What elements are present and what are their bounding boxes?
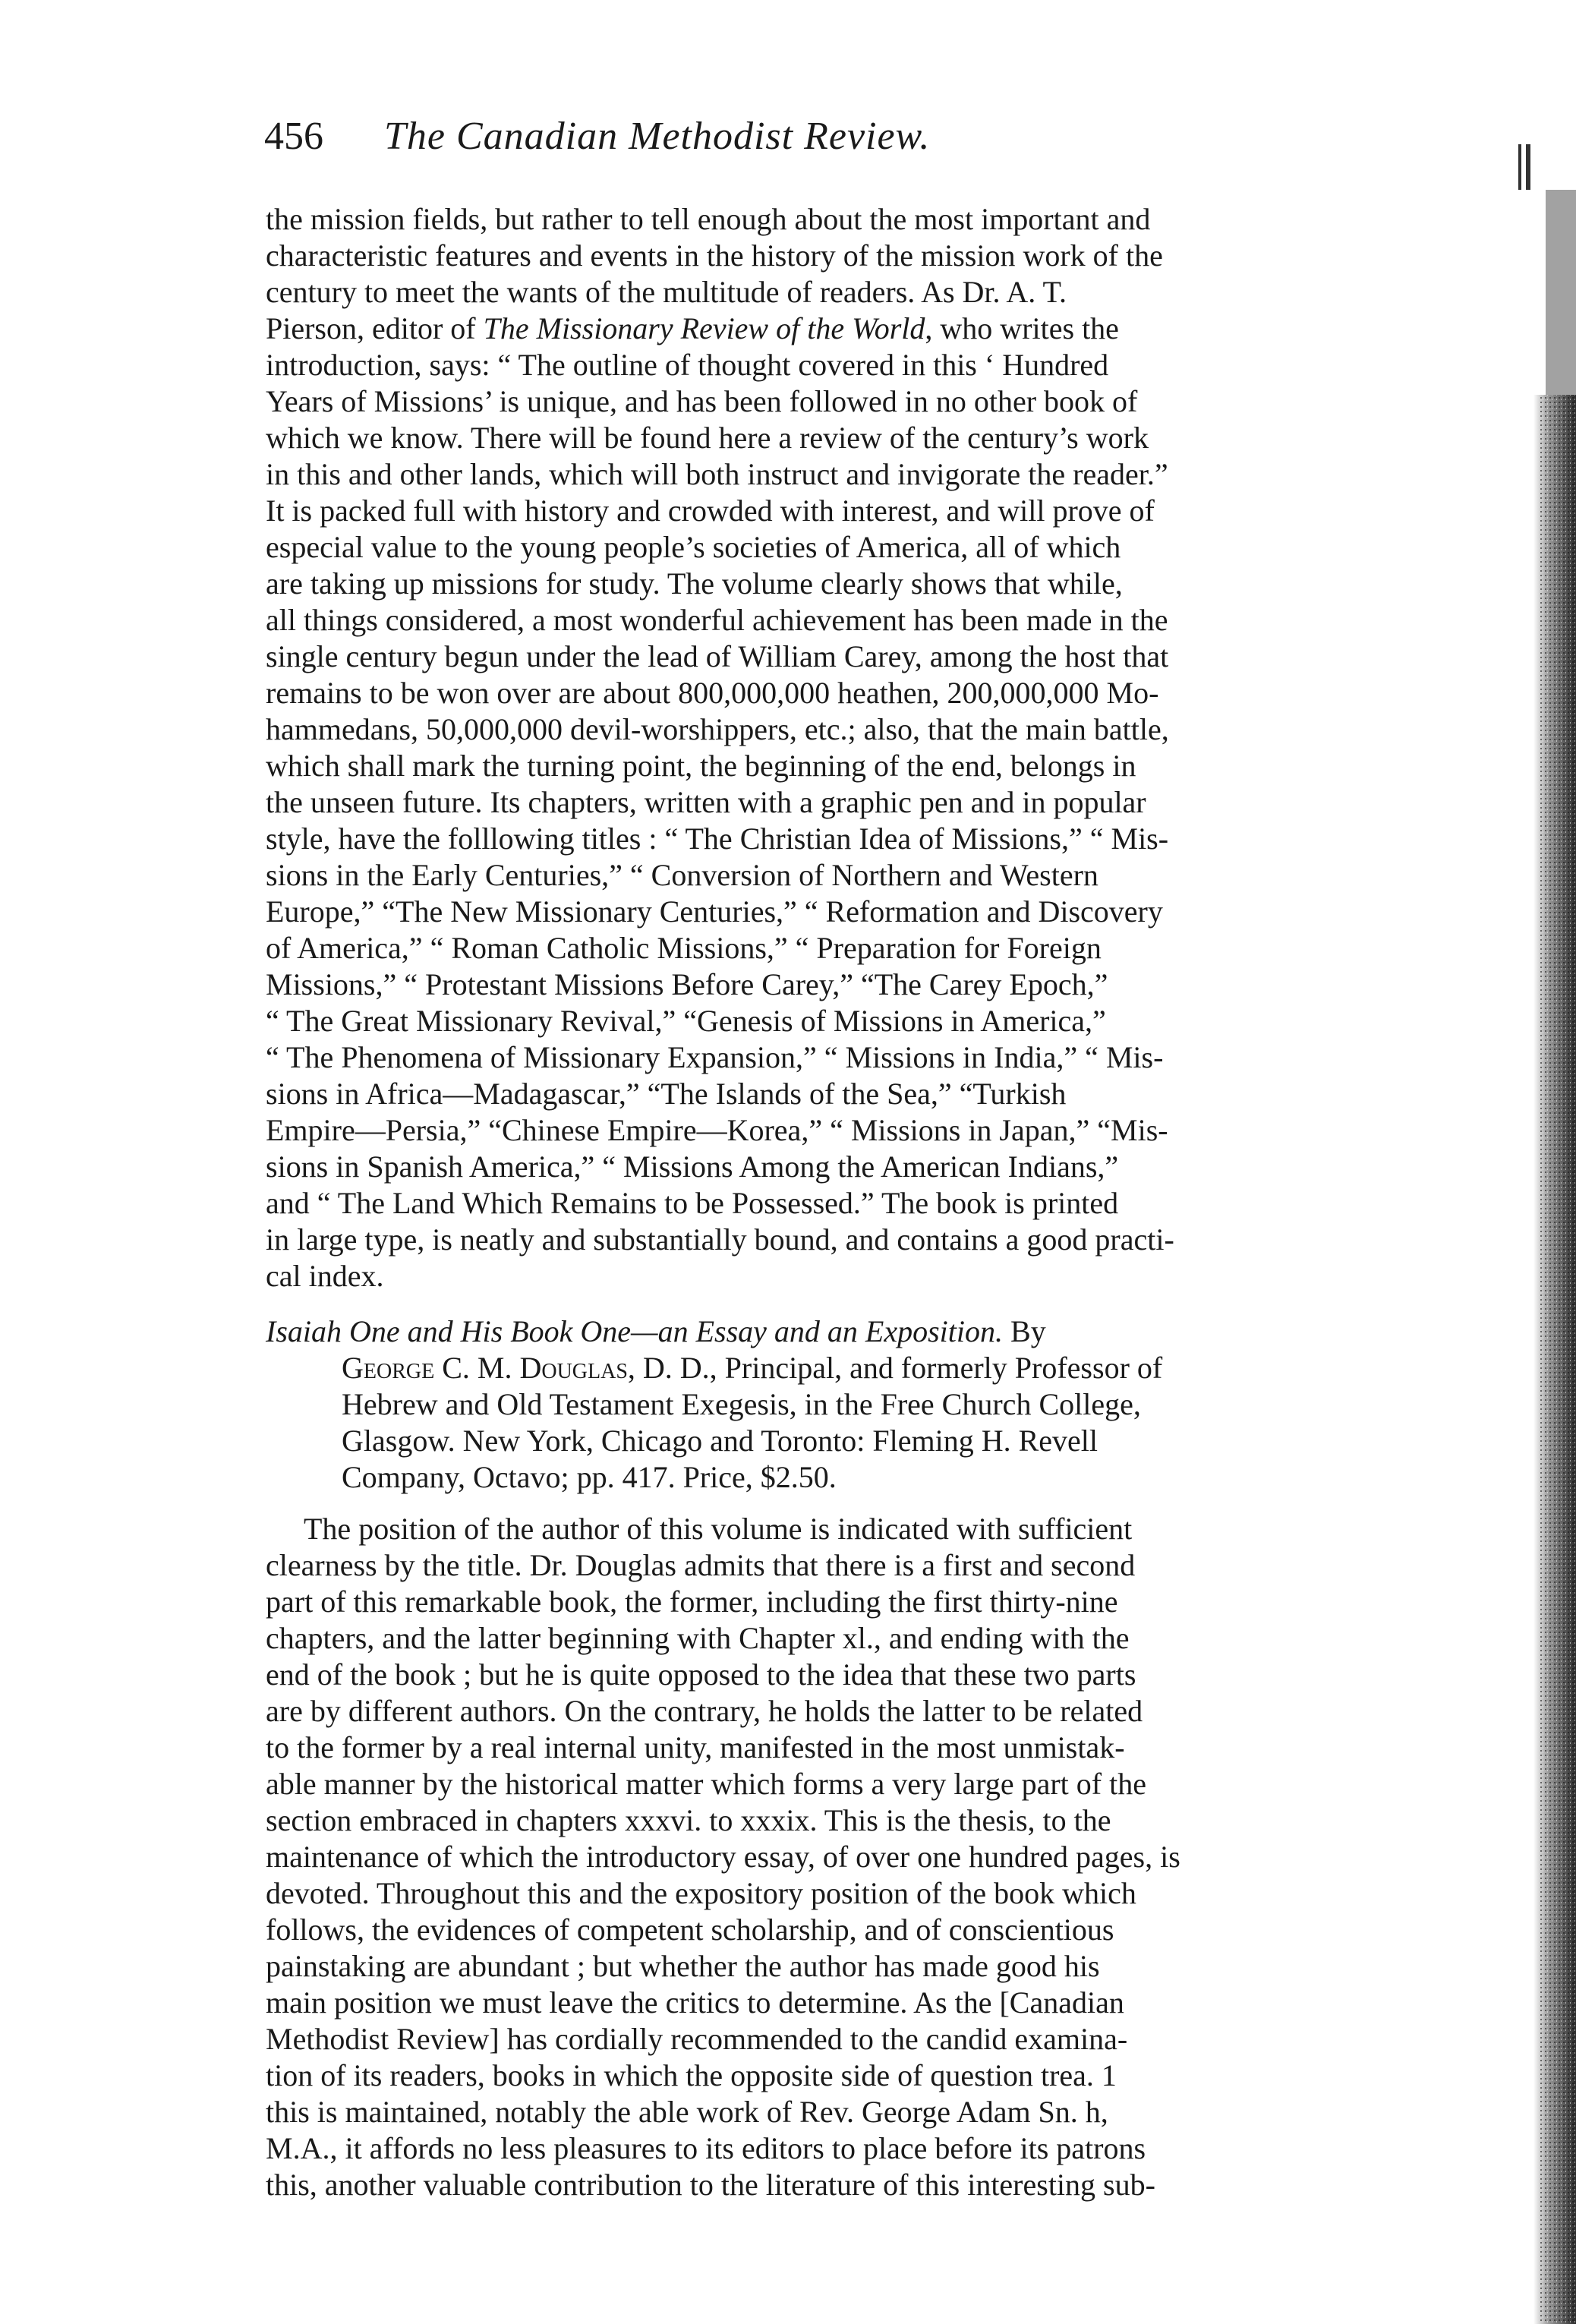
text-line: cal index. [266, 1259, 384, 1293]
text-line: clearness by the title. Dr. Douglas admits that there is a first and second [266, 1548, 1136, 1582]
page-header [264, 114, 1281, 167]
text-line: Missions,” “ Protestant Missions Before Carey,” “The Carey Epoch,” [266, 967, 1108, 1001]
text-line: and “ The Land Which Remains to be Possessed.” The book is printed [266, 1186, 1119, 1220]
text-line: Years of Missions’ is unique, and has been followed in no other book of [266, 384, 1138, 418]
text-line: hammedans, 50,000,000 devil-worshippers, etc.; also, that the main battle, [266, 712, 1169, 746]
text-line: M.A., it affords no less pleasures to its editors to place before its patrons [266, 2131, 1146, 2165]
text-line: to the former by a real internal unity, manifested in the most unmistak- [266, 1730, 1125, 1764]
text-line: are taking up missions for study. The volume clearly shows that while, [266, 566, 1123, 601]
text-line: able manner by the historical matter which forms a very large part of the [266, 1767, 1146, 1801]
text-line: this, another valuable contribution to the literature of this interesting sub- [266, 2168, 1155, 2202]
text-line: It is packed full with history and crowded with interest, and will prove of [266, 493, 1155, 528]
text-line: maintenance of which the introductory essay, of over one hundred pages, is [266, 1840, 1180, 1874]
running-title: The Canadian Methodist Review. [384, 115, 931, 158]
text-line: which shall mark the turning point, the beginning of the end, belongs in [266, 749, 1136, 783]
text-line: chapters, and the latter beginning with Chapter xl., and ending with the [266, 1621, 1130, 1655]
citation-line: George C. M. Douglas, D. D., Principal, and formerly Professor of [342, 1351, 1163, 1385]
text-line: Empire—Persia,” “Chinese Empire—Korea,” “ Missions in Japan,” “Mis- [266, 1113, 1168, 1147]
text-line: this is maintained, notably the able work of Rev. George Adam Sn. h, [266, 2095, 1108, 2129]
text-line: section embraced in chapters xxxvi. to xxxix. This is the thesis, to the [266, 1803, 1111, 1837]
text-line: painstaking are abundant ; but whether the author has made good his [266, 1949, 1100, 1983]
page-edge-shadow [1503, 0, 1576, 2324]
text-line: especial value to the young people’s societies of America, all of which [266, 530, 1121, 564]
citation-line: Glasgow. New York, Chicago and Toronto: Fleming H. Revell [342, 1424, 1098, 1458]
text-line: which we know. There will be found here a review of the century’s work [266, 421, 1149, 455]
text-line: devoted. Throughout this and the expository position of the book which [266, 1876, 1136, 1910]
text-line: follows, the evidences of competent scholarship, and of conscientious [266, 1912, 1114, 1947]
text-line: introduction, says: “ The outline of thought covered in this ‘ Hundred [266, 348, 1109, 382]
text-line: Pierson, editor of The Missionary Review of the World, who writes the [266, 311, 1119, 345]
citation-title-line: Isaiah One and His Book One—an Essay and an Exposition. By [266, 1314, 1046, 1348]
text-line: characteristic features and events in the history of the mission work of the [266, 238, 1163, 273]
text-line: tion of its readers, books in which the opposite side of question trea. 1 [266, 2058, 1117, 2092]
citation-line: Company, Octavo; pp. 417. Price, $2.50. [342, 1460, 837, 1494]
text-line: single century begun under the lead of William Carey, among the host that [266, 639, 1169, 673]
text-line: main position we must leave the critics to determine. As the [Canadian [266, 1985, 1124, 2020]
text-line: Methodist Review] has cordially recommended to the candid examina- [266, 2022, 1128, 2056]
text-line: “ The Phenomena of Missionary Expansion,” “ Missions in India,” “ Mis- [266, 1040, 1164, 1074]
citation-line: Hebrew and Old Testament Exegesis, in the Free Church College, [342, 1387, 1141, 1421]
text-line: sions in Spanish America,” “ Missions Among the American Indians,” [266, 1149, 1119, 1184]
text-line: of America,” “ Roman Catholic Missions,” “ Preparation for Foreign [266, 931, 1102, 965]
text-line: are by different authors. On the contrary, he holds the latter to be related [266, 1694, 1143, 1728]
text-line: in this and other lands, which will both instruct and invigorate the reader.” [266, 457, 1168, 491]
text-line: sions in Africa—Madagascar,” “The Islands of the Sea,” “Turkish [266, 1077, 1067, 1111]
text-line: “ The Great Missionary Revival,” “Genesis of Missions in America,” [266, 1004, 1106, 1038]
page-number: 456 [264, 115, 323, 158]
text-line: the unseen future. Its chapters, written with a graphic pen and in popular [266, 785, 1146, 819]
text-line: the mission fields, but rather to tell enough about the most important and [266, 202, 1151, 236]
text-line: The position of the author of this volume is indicated with sufficient [304, 1512, 1133, 1546]
text-line: all things considered, a most wonderful achievement has been made in the [266, 603, 1168, 637]
text-line: end of the book ; but he is quite opposed to the idea that these two parts [266, 1657, 1136, 1692]
text-line: sions in the Early Centuries,” “ Conversion of Northern and Western [266, 858, 1098, 892]
text-line: remains to be won over are about 800,000,000 heathen, 200,000,000 Mo- [266, 676, 1159, 710]
text-line: Europe,” “The New Missionary Centuries,” “ Reformation and Discovery [266, 894, 1163, 929]
text-line: style, have the folllowing titles : “ The Christian Idea of Missions,” “ Mis- [266, 821, 1169, 856]
text-line: in large type, is neatly and substantially bound, and contains a good practi- [266, 1222, 1174, 1257]
text-line: part of this remarkable book, the former, including the first thirty-nine [266, 1585, 1118, 1619]
text-line: century to meet the wants of the multitude of readers. As Dr. A. T. [266, 275, 1067, 309]
